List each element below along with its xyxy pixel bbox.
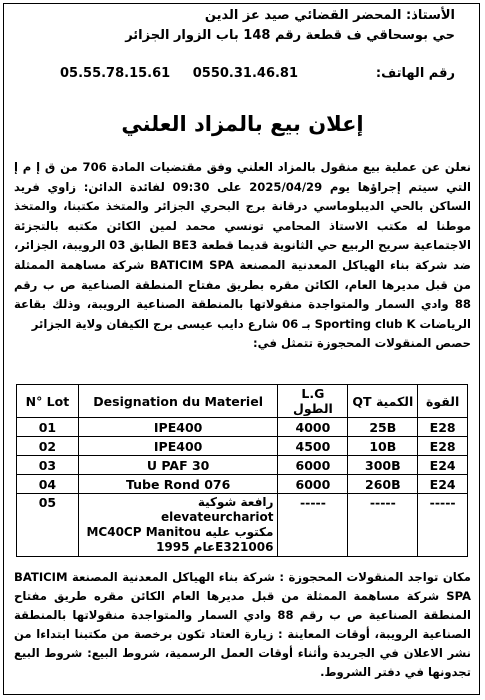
table-row <box>17 418 468 437</box>
table-row <box>17 437 468 456</box>
bailiff-name: الأستاذ: المحضر القضائي صيد عز الدين <box>204 8 455 23</box>
cell-quantity: 260B <box>348 475 418 494</box>
cell-lot: 04 <box>17 475 79 494</box>
table-row <box>17 494 468 557</box>
table-row <box>17 456 468 475</box>
cell-length: 4500 <box>278 437 348 456</box>
designation-line-1: رافعة شوكية elevateurchariot <box>161 495 274 524</box>
cell-designation: IPE400 <box>78 437 278 456</box>
col-header-lot: N° Lot <box>17 385 79 418</box>
col-header-length: L.G الطول <box>278 385 348 418</box>
col-header-quantity: QT الكمية <box>348 385 418 418</box>
cell-length: 4000 <box>278 418 348 437</box>
body-text: نعلن عن عملية بيع منقول بالمزاد العلني وفق مقتضيات المادة 706 من ق إ م إ التي سيتم إجراؤها يوم 2025/04/29 على 09:30 لفائدة الدائن: زاوي فريد الساكن بالحي الديبلوماسي درقانة برج البحري الجزائر والمتخذ مكتبنا، والمتخذ موطنا له مكتب الاستاذ المحامي تونسي محمد لمين الكائن مكتبه بالتجزئة الاجتماعية سريح الربيع حي الثانوية قديما قطعة BE3 الطابق 03 الرويبة، الجزائر، ضد شركة بناء الهياكل المعدنية المصنعة BATICIM SPA شركة مساهمة الممثلة من قبل مديرها العام، الكائن مقره بطريق مفتاح المنطقة الصناعية ص ب رقم 88 وادي السمار والمتواجدة منقولاتها بالمنطقة الصناعية الرويبة، وذلك بقاعة الرياضات Sporting club K بـ 06 شارع دايب عيسى برج الكيفان ولاية الجزائر <box>14 160 471 331</box>
bailiff-address: حي بوسحاقي ف قطعة رقم 148 باب الزوار الجزائر <box>125 28 455 43</box>
cell-designation: IPE400 <box>78 418 278 437</box>
cell-lot: 02 <box>17 437 79 456</box>
cell-lot: 03 <box>17 456 79 475</box>
cell-designation: Tube Rond 076 <box>78 475 278 494</box>
designation-line-2: مكتوب عليه MC40CP Manitou <box>86 525 274 539</box>
cell-lot: 01 <box>17 418 79 437</box>
notice-body <box>14 158 471 354</box>
cell-quantity: 10B <box>348 437 418 456</box>
notice-footer: مكان تواجد المنقولات المحجوزة : شركة بناء الهياكل المعدنية المصنعة BATICIM SPA شركة مساهمة الممثلة من قبل مديرها العام الكائن مقره طريق مفتاح المنطقة الصناعية ص ب رقم 88 وادي السمار والمتواجدة منقولاتها بالمنطقة الصناعية الرويبة، أوقات المعاينة : زيارة العتاد تكون برخصة من مكتبنا ابتداءا من نشر الاعلان في الجريدة وأثناء أوقات العمل الرسمية، شروط البيع: شروط البيع تجدونها في دفتر الشروط. <box>14 570 471 679</box>
cell-grade: E24 <box>418 475 468 494</box>
designation-line-3: E321006عام 1995 <box>156 540 274 554</box>
cell-quantity: ----- <box>348 494 418 557</box>
bailiff-header <box>125 6 455 46</box>
phone-1: 0550.31.46.81 <box>192 66 299 81</box>
cell-grade: E24 <box>418 456 468 475</box>
cell-grade: E28 <box>418 437 468 456</box>
phone-label: رقم الهاتف: <box>375 66 455 81</box>
cell-grade: E28 <box>418 418 468 437</box>
cell-designation: U PAF 30 <box>78 456 278 475</box>
table-row <box>17 475 468 494</box>
lots-table <box>16 384 468 557</box>
notice-title: إعلان بيع بالمزاد العلني <box>121 112 364 136</box>
lots-intro: حصص المنقولات المحجوزة تتمثل في: <box>253 336 471 351</box>
col-header-grade: القوة <box>418 385 468 418</box>
cell-quantity: 300B <box>348 456 418 475</box>
table-header-row <box>17 385 468 418</box>
cell-lot: 05 <box>17 494 79 557</box>
phone-2: 05.55.78.15.61 <box>60 66 171 81</box>
cell-grade: ----- <box>418 494 468 557</box>
cell-length: 6000 <box>278 475 348 494</box>
col-header-designation: Designation du Materiel <box>78 385 278 418</box>
phone-numbers <box>60 66 316 81</box>
cell-length: 6000 <box>278 456 348 475</box>
cell-quantity: 25B <box>348 418 418 437</box>
cell-designation <box>78 494 278 557</box>
cell-length: ----- <box>278 494 348 557</box>
